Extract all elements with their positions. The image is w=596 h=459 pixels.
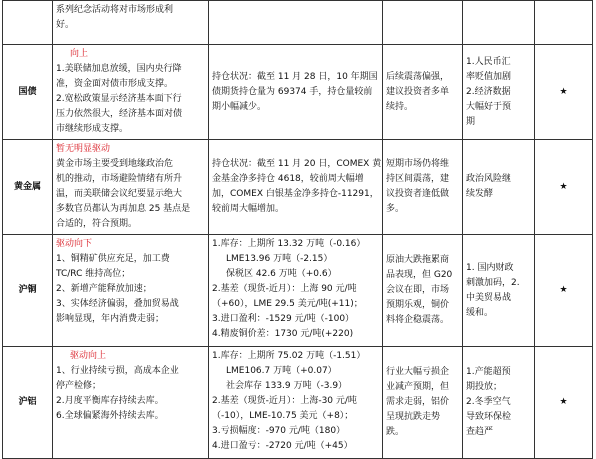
- inventory-cell: 1.库存：上期所 13.32 万吨（-0.16） LME13.96 万吨（-2.15） 保税区 42.6 万吨（+0.6） 2.基差（现货-近月）：上海 90 元/吨 （+60），LME 29.5 美元/吨(+11)； 3.进口盈利：-1529 元/吨（-100） 4.精废铜价差：1730 元/吨(+220): [209, 235, 383, 347]
- rating-cell: [535, 1, 593, 45]
- drivers-cell: 暂无明显驱动 黄金市场主要受到地缘政治危 机的推动，市场避险情绪有所升 温，而美联储会议纪要显示绝大 多数官员都认为再加息 25 基点是 合适的，符合预期。: [53, 140, 209, 235]
- table-row: [3, 235, 593, 347]
- drivers-cell: 向上 1.美联储加息放缓，国内央行降 准，资金面对债市形成支撑。 2.宽松政策显示经济基本面下行 压力依然很大，经济基本面对债 市继续形成支撑。: [53, 45, 209, 140]
- rating-star: ★: [535, 45, 593, 140]
- rating-star: ★: [535, 235, 593, 347]
- inventory-cell: [209, 1, 383, 45]
- commodity-name-cell: 国债: [3, 45, 53, 140]
- driver-heading: 暂无明显驱动: [56, 144, 111, 154]
- risk-cell: 1. 国内财政 刺激加码，2. 中美贸易战 缓和。: [463, 235, 535, 347]
- risk-cell: [463, 1, 535, 45]
- drivers-cell: 驱动向上 1、行业持续亏损，高成本企业 停产检修； 2.月度平衡库存持续去库。 6.全球偏紧海外持续去库。: [53, 347, 209, 459]
- strategy-cell: [383, 1, 463, 45]
- driver-heading: 驱动向上: [70, 351, 107, 361]
- inventory-cell: 1.库存：上期所 75.02 万吨（-1.51） LME106.7 万吨（+0.07） 社会库存 133.9 万吨（-3.9） 2.基差（现货-近月）：上海-30 元/吨 （-10），LME-10.75 美元（+8）； 3.亏损幅度：-970 元/吨（180） 4.进口盈亏：-2720 元/吨（+45）: [209, 347, 383, 459]
- risk-cell: 政治风险继 续发酵: [463, 140, 535, 235]
- rating-star: ★: [535, 347, 593, 459]
- commodity-name-cell: 黄金属: [3, 140, 53, 235]
- commodity-name-cell: 沪铜: [3, 235, 53, 347]
- drivers-cell: 驱动向下 1、铜精矿供应充足，加工费 TC/RC 维持高位； 2、新增产能释放加速； 3、实体经济偏弱，叠加贸易战 影响显现，年内消费走弱；: [53, 235, 209, 347]
- table-row: [3, 347, 593, 459]
- inventory-cell: 持仓状况：截至 11 月 20 日，COMEX 黄 金基金净多持仓 4618，较前周大幅增 加，COMEX 白银基金净多持仓-11291， 较前周大幅增加。: [209, 140, 383, 235]
- driver-heading: 向上: [70, 49, 89, 59]
- strategy-cell: 行业大幅亏损企 业减产预期，但 需求走弱，铝价 呈现抗跌走势 跌。: [383, 347, 463, 459]
- strategy-cell: 原油大跌拖累商 品表现，但 G20 会议在即，市场 预期乐观，铜价 料将企稳震荡。: [383, 235, 463, 347]
- strategy-cell: 短期市场仍将维 持区间震荡，建 议投资者逢低做 多。: [383, 140, 463, 235]
- commodity-table: [2, 0, 593, 459]
- drivers-cell: 系列纪念活动将对市场形成利 好。: [53, 1, 209, 45]
- commodity-name-cell: 沪铝: [3, 347, 53, 459]
- risk-cell: 1.产能超预 期投放； 2.冬季空气 导致环保检 查趋严: [463, 347, 535, 459]
- driver-heading: 驱动向下: [56, 239, 93, 249]
- table-row: [3, 45, 593, 140]
- commodity-name-cell: [3, 1, 53, 45]
- rating-star: ★: [535, 140, 593, 235]
- table-row: [3, 140, 593, 235]
- risk-cell: 1.人民币汇 率贬值加剧 2.经济数据 大幅好于预 期: [463, 45, 535, 140]
- strategy-cell: 后续震荡偏强， 建议投资者多单 续持。: [383, 45, 463, 140]
- inventory-cell: 持仓状况：截至 11 月 28 日，10 年期国 债期货持仓量为 69374 手，持仓量较前 期小幅减少。: [209, 45, 383, 140]
- table-row: [3, 1, 593, 45]
